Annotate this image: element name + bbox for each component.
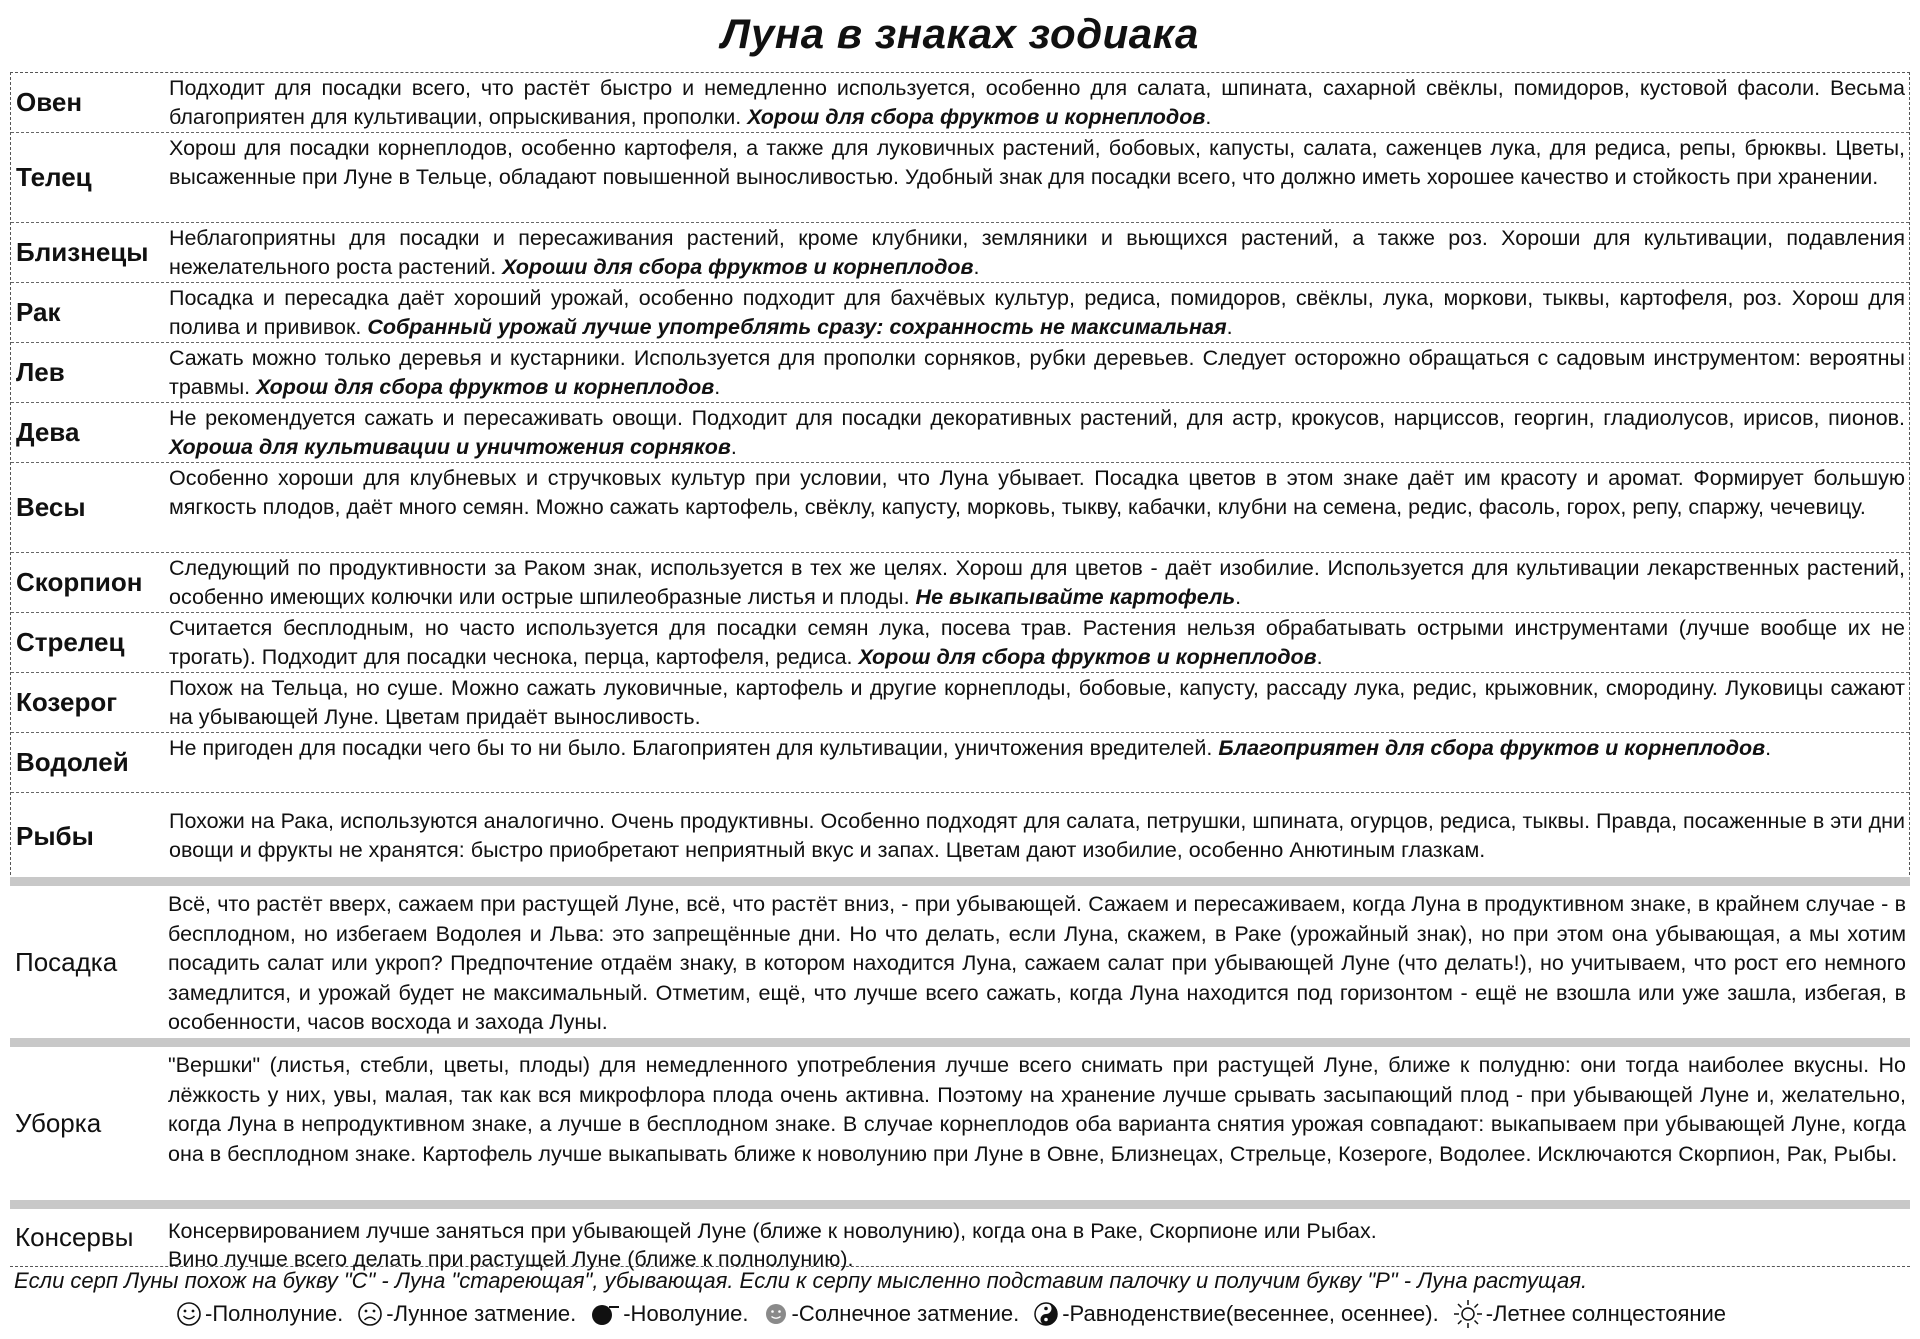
sign-description: Подходит для посадки всего, что растёт быстро и немедленно используется, особенно для салата, шпината, сахарной свёклы, помидоров, кустовой фасоли. Весьма благоприятен для культивации, опрыскивания, прополки. Хорош для сбора фруктов и корнеплодов.	[169, 76, 1905, 129]
sign-row-libra	[11, 463, 1909, 553]
sign-name: Козерог	[16, 687, 118, 717]
sign-row-aquarius	[11, 733, 1909, 793]
sign-description: Хорош для посадки корнеплодов, особенно картофеля, а также для луковичных растений, бобовых, капусты, салата, саженцев лука, для редиса, репы, брюквы. Цветы, высаженные при Луне в Тельце, обладают повышенной выносливостью. Удобный знак для посадки всего, что должно иметь хорошее качество и стойкость при хранении.	[169, 136, 1905, 189]
sign-name: Рыбы	[16, 820, 94, 851]
preserves-line-1: Консервированием лучше заняться при убывающей Луне (ближе к новолунию), когда она в Раке, Скорпионе или Рыбах.	[168, 1219, 1377, 1243]
sign-row-aries	[11, 73, 1909, 133]
sign-description: Похож на Тельца, но суше. Можно сажать луковичные, картофель и другие корнеплоды, бобовые, капусту, рассаду лука, редис, крыжовник, смородину. Луковицы сажают на убывающей Луне. Цветам придаёт выносливость.	[169, 676, 1905, 729]
sign-name: Телец	[16, 162, 92, 192]
sign-description: Посадка и пересадка даёт хороший урожай, особенно подходит для бахчёвых культур, редиса, помидоров, свёклы, лука, моркови, тыквы, картофеля, роз. Хорош для полива и прививок. Собранный урожай лучше употреблять сразу: сохранность не максимальная.	[169, 286, 1905, 339]
legend-label: -Новолуние.	[623, 1301, 749, 1326]
legend-label: -Полнолуние.	[205, 1301, 344, 1326]
sign-name: Скорпион	[16, 567, 143, 597]
sign-row-virgo	[11, 403, 1909, 463]
sign-row-sagittarius	[11, 613, 1909, 673]
symbols-legend	[176, 1299, 1734, 1329]
legend-item-equinox	[1033, 1301, 1439, 1327]
advice-sections	[10, 877, 1910, 1271]
sign-row-leo	[11, 343, 1909, 403]
page-title: Луна в знаках зодиака	[721, 10, 1199, 57]
sign-name: Водолей	[16, 747, 129, 777]
sign-row-scorpio	[11, 553, 1909, 613]
legend-label: -Солнечное затмение.	[791, 1301, 1020, 1326]
sign-name: Близнецы	[16, 237, 149, 267]
sign-description: Неблагоприятны для посадки и пересаживания растений, кроме клубники, земляники и вьющихся растений, а также роз. Хороши для культивации, подавления нежелательного роста растений. Хороши для сбора фруктов и корнеплодов.	[169, 226, 1905, 279]
sign-row-pisces	[11, 793, 1909, 879]
legend-item-solstice	[1453, 1299, 1726, 1329]
full-moon-smile-icon	[176, 1301, 202, 1327]
section-text	[162, 1209, 1910, 1271]
sign-description: Следующий по продуктивности за Раком знак, используется в тех же целях. Хорош для цветов - даёт изобилие. Используется для культивации лекарственных растений, особенно имеющих колючки или острые шпилеобразные листья и плоды. Не выкапывайте картофель.	[169, 556, 1905, 609]
legend-label: -Лунное затмение.	[386, 1301, 577, 1326]
moon-phase-note: Если серп Луны похож на букву "С" - Луна "стареющая", убывающая. Если к серпу мысленно подставим палочку и получим букву "Р" - Луна растущая.	[14, 1268, 1588, 1293]
sign-description: Сажать можно только деревья и кустарники. Используется для прополки сорняков, рубки деревьев. Следует осторожно обращаться с садовым инструментом: вероятны травмы. Хорош для сбора фруктов и корнеплодов.	[169, 346, 1905, 399]
sign-description: Особенно хороши для клубневых и стручковых культур при условии, что Луна убывает. Посадка цветов в этом знаке даёт им красоту и аромат. Формирует большую мягкость плодов, даёт много семян. Можно сажать картофель, свёклу, капусту, морковь, тыкву, кабачки, клубни на семена, редис, фасоль, горох, репу, спаржу, чечевицу.	[169, 466, 1905, 519]
new-moon-icon	[590, 1301, 620, 1327]
sign-name: Весы	[16, 492, 86, 522]
sign-name: Лев	[16, 357, 65, 387]
sign-description: Похожи на Рака, используются аналогично. Очень продуктивны. Особенно подходят для салата, петрушки, шпината, огурцов, редиса, тыквы. Правда, посаженные в эти дни овощи и фрукты не хранятся: быстро приобретают неприятный вкус и запах. Цветам дают изобилие, особенно Анютиным глазкам.	[169, 809, 1905, 862]
sign-row-taurus	[11, 133, 1909, 223]
section-preserves	[10, 1200, 1910, 1271]
sign-description: Не рекомендуется сажать и пересаживать овощи. Подходит для посадки декоративных растений, для астр, крокусов, нарциссов, георгин, гладиолусов, ирисов, пионов. Хороша для культивации и уничтожения сорняков.	[169, 406, 1905, 459]
section-harvest	[10, 1038, 1910, 1200]
section-heading: Консервы	[15, 1222, 134, 1252]
summer-solstice-sun-icon	[1453, 1299, 1483, 1329]
sign-description: Не пригоден для посадки чего бы то ни было. Благоприятен для культивации, уничтожения вредителей. Благоприятен для сбора фруктов и корнеплодов.	[169, 736, 1772, 760]
sign-name: Овен	[16, 87, 83, 117]
equinox-yin-yang-icon	[1033, 1301, 1059, 1327]
sign-name: Стрелец	[16, 627, 125, 657]
legend-item-new-moon	[590, 1301, 748, 1327]
sign-row-capricorn	[11, 673, 1909, 733]
legend-label: -Летнее солнцестояние	[1485, 1301, 1727, 1326]
zodiac-signs-table	[10, 72, 1910, 880]
sign-description: Считается бесплодным, но часто используется для посадки семян лука, посева трав. Растения нельзя обрабатывать острыми инструментами (лучше вообще их не трогать). Подходит для посадки чеснока, перца, картофеля, редиса. Хорош для сбора фруктов и корнеплодов.	[169, 616, 1905, 669]
section-planting	[10, 877, 1910, 1038]
legend-item-full-moon	[176, 1301, 343, 1327]
legend-item-lunar-eclipse	[357, 1301, 576, 1327]
legend-label: -Равноденствие(весеннее, осеннее).	[1062, 1301, 1439, 1326]
sign-row-gemini	[11, 223, 1909, 283]
sign-name: Дева	[16, 417, 80, 447]
section-text: "Вершки" (листья, стебли, цветы, плоды) для немедленного употребления лучше всего снимать при растущей Луне, ближе к полудню: они тогда наиболее вкусны. Но лёжкость у них, увы, малая, так как вся микрофлора плода очень активна. Поэтому на хранение лучше срывать засыпающий плод - при убывающей Луне и, желательно, когда Луна в непродуктивном знаке, а лучше в бесплодном знаке. В случае корнеплодов оба варианта снятия урожая совпадают: выкапываем при убывающей Луне, когда она в бесплодном знаке. Картофель лучше выкапывать ближе к новолунию при Луне в Овне, Близнецах, Стрельце, Козероге, Водолее. Исключаются Скорпион, Рак, Рыбы.	[168, 1053, 1906, 1166]
preserves-line-2: Вино лучше всего делать при растущей Луне (ближе к полнолунию).	[168, 1247, 854, 1271]
sign-name: Рак	[16, 297, 61, 327]
section-heading: Посадка	[15, 946, 118, 977]
sign-row-cancer	[11, 283, 1909, 343]
legend-item-solar-eclipse	[763, 1301, 1020, 1327]
lunar-eclipse-frown-icon	[357, 1301, 383, 1327]
solar-eclipse-icon	[763, 1301, 789, 1327]
section-heading: Уборка	[15, 1108, 102, 1138]
section-text: Всё, что растёт вверх, сажаем при растущей Луне, всё, что растёт вниз, - при убывающей. Сажаем и пересаживаем, когда Луна в продуктивном знаке, в крайнем случае - в бесплодном, но избегаем Водолея и Льва: это запрещённые дни. Но что делать, если Луна, скажем, в Раке (урожайный знак), но при этом она убывающая, а мы хотим посадить салат или укроп? Предпочтение отдаём знаку, в котором находится Луна, сажаем салат при убывающей Луне (что делать!), но учитываем, что рост его немного замедлится, и урожай будет не максимальный. Отметим, ещё, что лучше всего сажать, когда Луна находится под горизонтом - ещё не взошла или уже зашла, избегая, в особенности, часов восхода и захода Луны.	[168, 892, 1906, 1034]
